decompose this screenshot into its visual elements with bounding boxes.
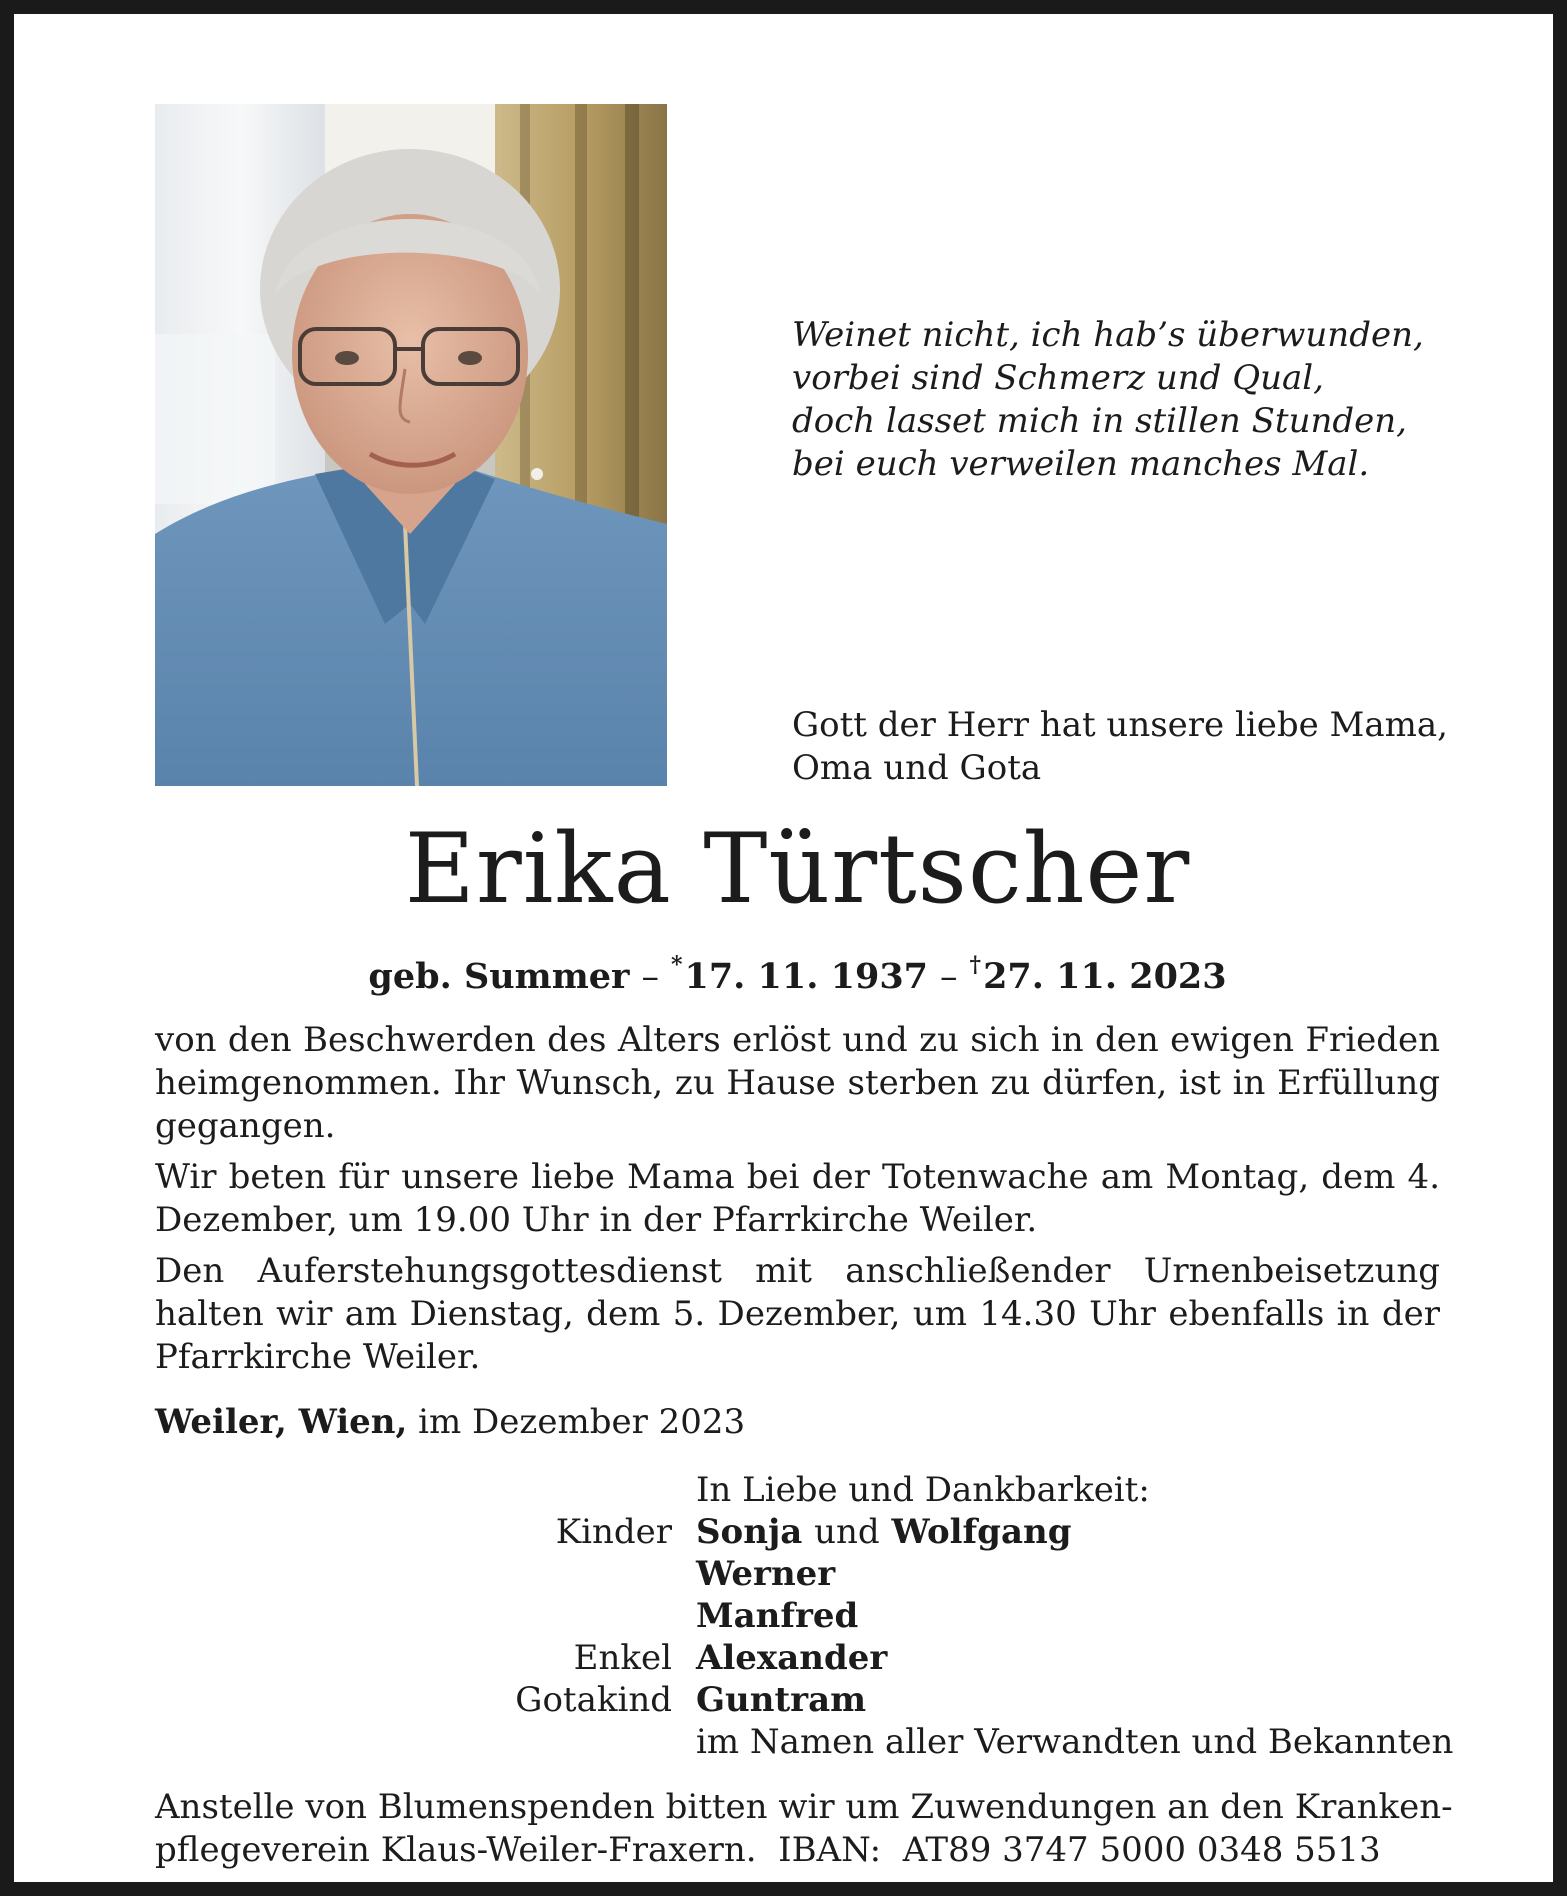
birth-symbol: * (670, 952, 683, 978)
intro-line: Oma und Gota (792, 748, 1042, 788)
verse-line: Weinet nicht, ich hab’s überwunden, (792, 315, 1424, 355)
kinder-label: Kinder (555, 1512, 672, 1552)
verse-line: vorbei sind Schmerz und Qual, (792, 358, 1324, 398)
places: Weiler, Wien, (155, 1402, 408, 1442)
mourners-closing: im Namen aller Verwandten und Bekannten (696, 1722, 1454, 1762)
verse-line: doch lasset mich in stillen Stunden, (792, 401, 1407, 441)
portrait-illustration (155, 104, 667, 786)
intro-text (792, 704, 1512, 790)
death-symbol: † (969, 952, 982, 978)
child-name: Wolfgang (891, 1512, 1072, 1552)
place-date-line (155, 1401, 745, 1444)
gotakind-label: Gotakind (515, 1680, 672, 1720)
child-name: Manfred (696, 1596, 859, 1636)
donation-line: pflegeverein Klaus-Weiler-Fraxern. IBAN: AT89 3747 5000 0348 5513 (155, 1830, 1381, 1870)
maiden-name: geb. Summer (368, 956, 630, 997)
intro-line: Gott der Herr hat unsere liebe Mama, (792, 705, 1448, 745)
body-paragraph: Wir beten für unsere liebe Mama bei der Totenwache am Montag, dem 4. Dezember, um 19.00 Uhr in der Pfarrkirche Weiler. (155, 1157, 1440, 1240)
conjunction: und (814, 1512, 880, 1552)
birth-date: 17. 11. 1937 (684, 956, 929, 997)
notice-date: im Dezember 2023 (418, 1402, 746, 1442)
death-date: 27. 11. 2023 (983, 956, 1227, 997)
deceased-name: Erika Türtscher (404, 813, 1191, 925)
kinder-names (696, 1511, 1071, 1553)
body-paragraph: von den Beschwerden des Alters erlöst und zu sich in den ewigen Frieden heimgenommen. Ihr Wunsch, zu Hause sterben zu dürfen, ist in Erfüllung gegangen. (155, 1020, 1440, 1146)
body-paragraph: Den Auferstehungsgottesdienst mit anschließender Urnenbeisetzung halten wir am Dienstag, dem 5. Dezember, um 14.30 Uhr ebenfalls in der Pfarrkirche Weiler. (155, 1251, 1440, 1377)
memorial-verse (792, 314, 1492, 486)
portrait-photo (155, 104, 667, 786)
dash-separator: – (940, 957, 958, 997)
godchild-name: Guntram (696, 1680, 867, 1720)
child-name: Sonja (696, 1512, 803, 1552)
donation-line: Anstelle von Blumenspenden bitten wir um Zuwendungen an den Kranken- (155, 1787, 1453, 1827)
donation-note (155, 1786, 1453, 1872)
child-name: Werner (696, 1554, 836, 1594)
enkel-label: Enkel (573, 1638, 672, 1678)
grandchild-name: Alexander (696, 1638, 888, 1678)
dash-separator: – (641, 957, 659, 997)
mourners-heading: In Liebe und Dankbarkeit: (696, 1470, 1150, 1510)
verse-line: bei euch verweilen manches Mal. (792, 444, 1370, 484)
life-dates (14, 942, 1567, 1000)
